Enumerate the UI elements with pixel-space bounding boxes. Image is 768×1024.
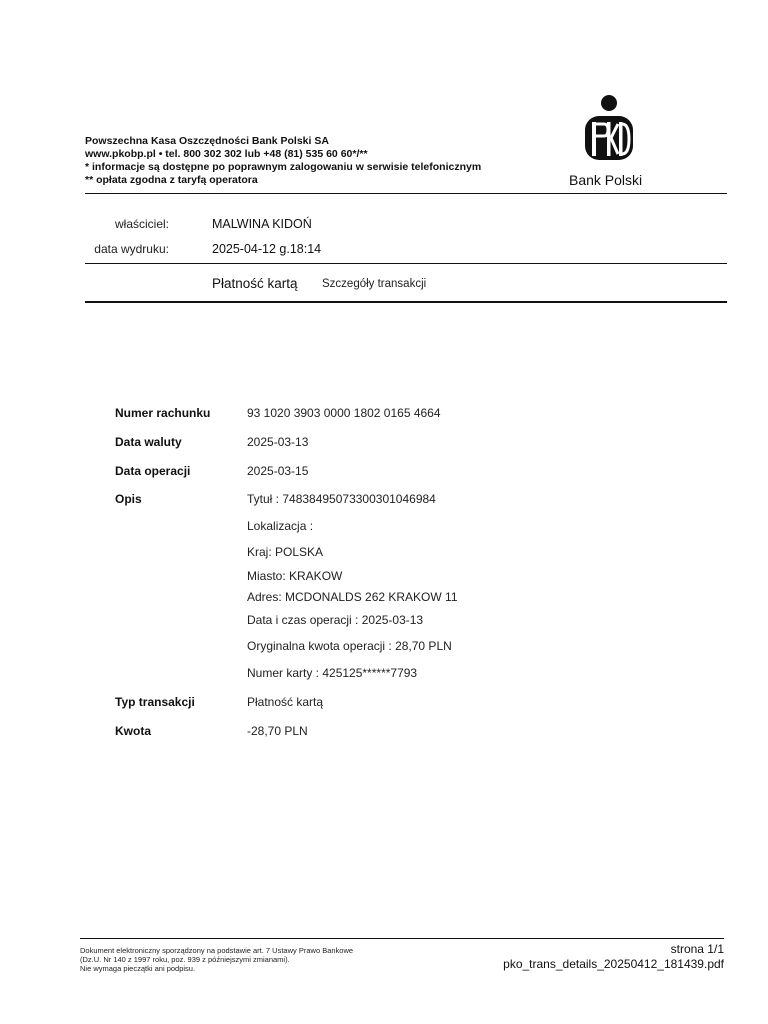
operation-date-value: 2025-03-15 (247, 464, 309, 478)
footer-divider (80, 938, 724, 939)
value-date-value: 2025-03-13 (247, 435, 309, 449)
page-number: strona 1/1 (670, 942, 724, 956)
bank-name: Powszechna Kasa Oszczędności Bank Polski SA (85, 135, 329, 147)
print-date-label: data wydruku: (94, 242, 169, 256)
description-line: Numer karty : 425125******7793 (247, 666, 418, 680)
bank-note-1: * informacje są dostępne po poprawnym zalogowaniu w serwisie telefonicznym (85, 161, 482, 173)
footer-legal-line: Nie wymaga pieczątki ani podpisu. (80, 964, 196, 973)
description-line: Oryginalna kwota operacji : 28,70 PLN (247, 639, 452, 653)
description-label: Opis (115, 492, 142, 506)
account-number-value: 93 1020 3903 0000 1802 0165 4664 (247, 406, 441, 420)
file-name: pko_trans_details_20250412_181439.pdf (503, 957, 724, 971)
section-divider (85, 301, 727, 303)
bank-contact: www.pkobp.pl • tel. 800 302 302 lub +48 (81) 535 60 60*/** (85, 148, 368, 160)
description-line: Kraj: POLSKA (247, 545, 324, 559)
section-title: Płatność kartą (212, 276, 298, 291)
owner-label: właściciel: (114, 217, 169, 231)
meta-divider (85, 263, 727, 264)
description-line: Tytuł : 74838495073300301046984 (247, 492, 436, 506)
operation-date-label: Data operacji (115, 464, 191, 478)
description-line: Adres: MCDONALDS 262 KRAKOW 11 (247, 590, 458, 604)
bank-logo-text: Bank Polski (569, 172, 643, 188)
description-line: Data i czas operacji : 2025-03-13 (247, 613, 424, 627)
footer-page-info (503, 942, 724, 972)
account-number-label: Numer rachunku (115, 406, 211, 420)
transaction-type-label: Typ transakcji (115, 695, 195, 709)
header-divider (85, 193, 727, 194)
amount-value: -28,70 PLN (247, 724, 308, 738)
value-date-label: Data waluty (115, 435, 182, 449)
print-date-value: 2025-04-12 g.18:14 (212, 242, 322, 256)
footer-legal-note (80, 946, 410, 973)
owner-value: MALWINA KIDOŃ (212, 217, 312, 231)
description-line: Miasto: KRAKOW (247, 569, 343, 583)
bank-note-2: ** opłata zgodna z taryfą operatora (85, 174, 258, 186)
bank-info-block (85, 135, 481, 187)
description-line: Lokalizacja : (247, 519, 314, 533)
transaction-type-value: Płatność kartą (247, 695, 324, 709)
section-subtitle: Szczegóły transakcji (322, 278, 427, 290)
footer-legal-line: Dokument elektroniczny sporządzony na podstawie art. 7 Ustawy Prawo Bankowe (80, 946, 354, 955)
amount-label: Kwota (115, 724, 151, 738)
footer-legal-line: (Dz.U. Nr 140 z 1997 roku, poz. 939 z późniejszymi zmianami). (80, 955, 290, 964)
